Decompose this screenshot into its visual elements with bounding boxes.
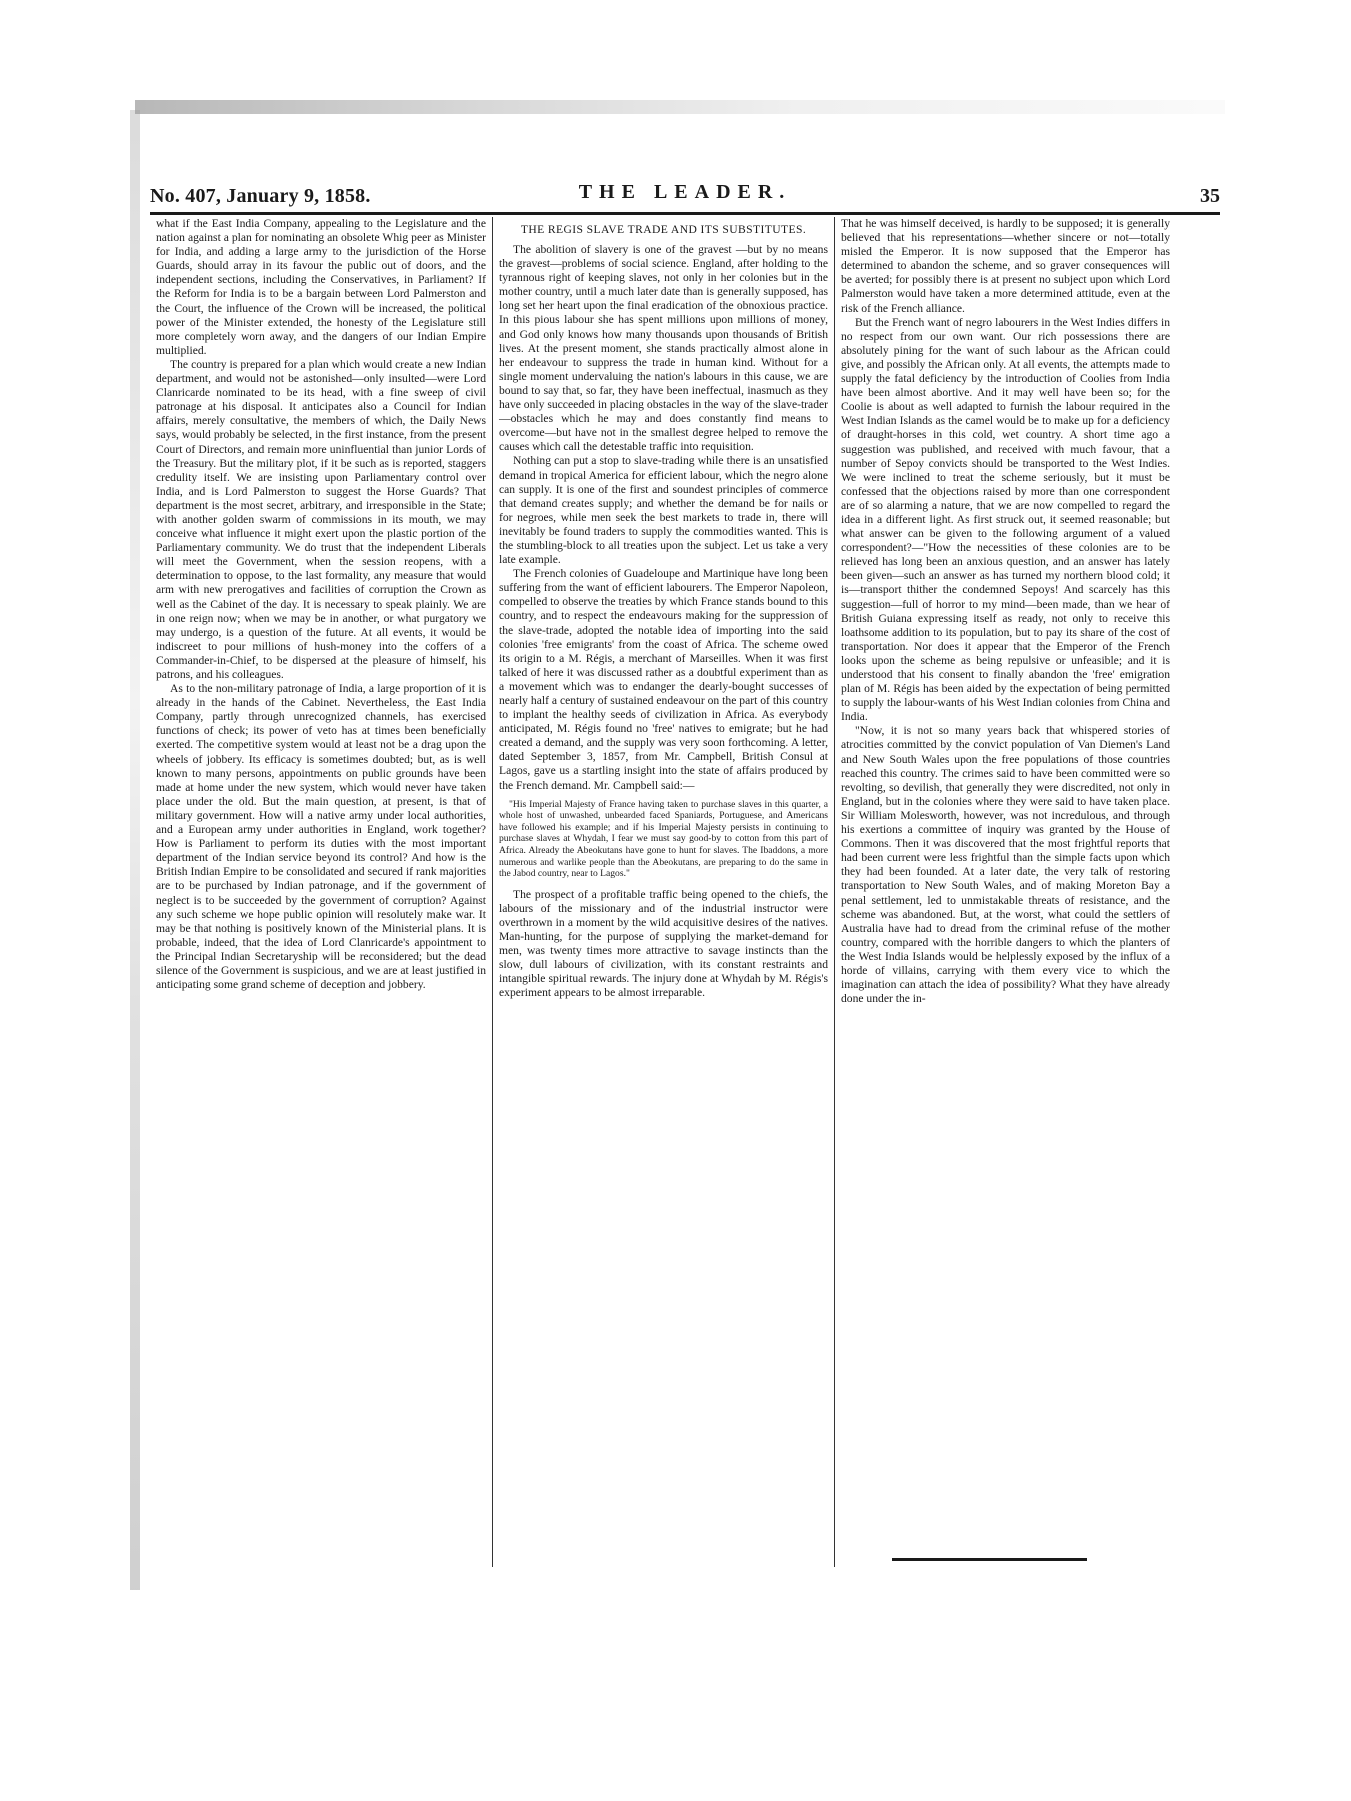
- masthead: [150, 170, 1220, 208]
- paragraph: what if the East India Company, appealing to the Legislature and the nation against a plan for nominating an obsolete Whig peer as Minister for India, and adding a large army to the jurisdiction of the Horse Guards, should array in its favour the public out of doors, and the independent sections, including the Conservatives, in Parliament? If the Reform for India is to be a bargain between Lord Palmerston and the Court, the influence of the Crown will be increased, the political power of the Minister extended, the honesty of the Legislature still more completely worn away, and the dangers of our Indian Empire multiplied.: [156, 217, 486, 357]
- paragraph: The prospect of a profitable traffic being opened to the chiefs, the labours of the missionary and of the industrial instructor were overthrown in a moment by the wild acquisitive desires of the natives. Man-hunting, for the purpose of supplying the market-demand for men, was twenty times more attractive to savage instincts than the slow, dull labours of civilization, with its constant restraints and intangible spiritual rewards. The injury done at Whydah by M. Régis's experiment appears to be almost irreparable.: [499, 887, 828, 1000]
- paragraph: The French colonies of Guadeloupe and Martinique have long been suffering from the want of efficient labourers. The Emperor Napoleon, compelled to observe the treaties by which France stands bound to this country, and to respect the endeavours making for the suppression of the slave-trade, adopted the notable idea of importing into the said colonies 'free emigrants' from the coast of Africa. The scheme owed its origin to a M. Régis, a merchant of Marseilles. When it was first talked of here it was discussed rather as a doubtful experiment than as a movement which was to endanger the dearly-bought successes of nearly half a century of sustained endeavour on the part of this country to implant the healthy seeds of civilization in Africa. As everybody anticipated, M. Régis found no 'free' natives to emigrate; but he had created a demand, and the supply was very soon forthcoming. A letter, dated September 3, 1857, from Mr. Campbell, British Consul at Lagos, gave us a startling insight into the state of affairs produced by the French demand. Mr. Campbell said:—: [499, 567, 828, 792]
- column-left: [150, 217, 492, 1567]
- paragraph: "Now, it is not so many years back that whispered stories of atrocities committed by the convict population of Van Diemen's Land and New South Wales upon the free populations of those countries reached this country. The crimes said to have been committed were so revolting, so devilish, that generally they were discredited, not only in England, but in the colonies where they were said to have taken place. Sir William Molesworth, however, was not incredulous, and through his exertions a committee of inquiry was granted by the House of Commons. Then it was discovered that the most frightful reports that had been current were less frightful than the simple facts upon which they had been founded. At a later date, the very talk of restoring transportation to New South Wales, and of making Moreton Bay a penal settlement, led to unmistakable threats of resistance, and the scheme was abandoned. But, at the worst, what could the settlers of Australia have had to dread from the criminal refuse of the mother country, compared with the horrible dangers to which the planters of the West India Islands would be helplessly exposed by the influx of a horde of villains, carrying with them every vice to which the imagination can attach the idea of possibility? What they have already done under the in-: [841, 724, 1170, 1006]
- column-right: [834, 217, 1176, 1567]
- scan-edge-top: [135, 100, 1225, 114]
- end-rule: [892, 1558, 1087, 1561]
- paragraph: The country is prepared for a plan which would create a new Indian department, and would not be astonished—only insulted—were Lord Clanricarde nominated to be its head, with a fine sweep of civil patronage at his disposal. It anticipates also a Council for Indian affairs, merely consultative, the members of which, the Daily News says, would probably be selected, in the first instance, from the present Court of Directors, and remain more uninfluential than junior Lords of the Treasury. But the military plot, if it be such as is reported, staggers credulity itself. We are insisting upon Parliamentary control over India, and is Lord Palmerston to suggest the Horse Guards? That department is the most secret, arbitrary, and irresponsible in the State; with another golden swarm of commissions in its mouth, we may conceive what influence it might exert upon the plastic portion of the Parliamentary community. We do trust that the independent Liberals will meet the Government, when the session reopens, with a determination to oppose, to the last formality, any measure that would arm with new prerogatives and facilities of corruption the Crown as well as the Cabinet of the day. It is necessary to speak plainly. We are in one reign now; when we may be in another, or what purgatory we may undergo, is a question of the future. At all events, it would be indiscreet to pour millions of hush-money into the coffers of a Commander-in-Chief, to be dispersed at the pleasure of himself, his patrons, and his colleagues.: [156, 357, 486, 681]
- article-headline: THE REGIS SLAVE TRADE AND ITS SUBSTITUTES.: [520, 223, 807, 236]
- masthead-rule: [150, 212, 1220, 215]
- publication-title: THE LEADER.: [578, 181, 792, 203]
- paragraph: The abolition of slavery is one of the gravest —but by no means the gravest—problems of social science. England, after holding to the tyrannous right of keeping slaves, not only in her colonies but in the mother country, until a much later date than is generally supposed, has long set her heart upon the final eradication of the obnoxious practice. In this pious labour she has spent millions upon millions of money, and God only knows how many thousands upon thousands of British lives. At the present moment, she stands practically almost alone in her endeavour to suppress the trade in human kind. Without for a single moment undervaluing the nation's labours in this cause, we are bound to say that, so far, they have been ineffectual, inasmuch as they have only succeeded in placing obstacles in the way of the slave-trader—obstacles which he may and does constantly find means to overcome—but have not in the smallest degree helped to remove the causes which call the detestable traffic into requisition.: [499, 243, 828, 454]
- paragraph: As to the non-military patronage of India, a large proportion of it is already in the hands of the Cabinet. Nevertheless, the East India Company, partly through unrecognized channels, has exercised functions of check; its power of veto has at times been beneficially exerted. The competitive system would at least not be a drag upon the wheels of jobbery. Its efficacy is sometimes doubted; but, as is well known to many persons, appointments on public grounds have been made at home under the new system, which would never have taken place under the old. But the main question, at present, is that of military government. How will a native army under local authorities, and a European army under authorities in England, work together? How is Parliament to perform its duties with the most important department of the Indian service beyond its control? And how is the British Indian Empire to be consolidated and secured if rank majorities are to be purchased by Indian patronage, and if the government of neglect is to be succeeded by the government of corruption? Against any such scheme we hope public opinion will resolutely make war. It may be that nothing is positively known of the Ministerial plans. It is probable, indeed, that the idea of Lord Clanricarde's appointment to the Principal Indian Secretaryship will be reconsidered; but the dead silence of the Government is suspicious, and we are at least justified in anticipating some grand scheme of deception and jobbery.: [156, 682, 486, 992]
- article-columns: [150, 217, 1220, 1567]
- paragraph: That he was himself deceived, is hardly to be supposed; it is generally believed that his representations—whether sincere or not—totally misled the Emperor. It is now supposed that the Emperor has determined to abandon the scheme, and so graver consequences will be averted; for possibly there is at present no subject upon which Lord Palmerston would have taken a more determined attitude, even at the risk of the French alliance.: [841, 217, 1170, 315]
- page-number: 35: [1200, 185, 1220, 207]
- paragraph: Nothing can put a stop to slave-trading while there is an unsatisfied demand in tropical America for efficient labour, which the negro alone can supply. It is one of the first and soundest principles of commerce that demand creates supply; and whether the demand be for nails or for negroes, while men seek the best markets to trade in, there will inevitably be found traders to supply the commodities wanted. This is the stumbling-block to all treaties upon the subject. Let us take a very late example.: [499, 454, 828, 567]
- scan-edge-left: [130, 110, 140, 1590]
- issue-date: No. 407, January 9, 1858.: [150, 185, 371, 207]
- column-middle: [492, 217, 834, 1567]
- paragraph: But the French want of negro labourers in the West Indies differs in no respect from our own want. Our rich possessions there are absolutely pining for the want of such labour as the African could give, and possibly the African only. At all events, the attempts made to supply the fatal deficiency by the introduction of Coolies from India have been almost abortive. And it may well have been so; for the Coolie is about as well adapted to furnish the labour required in the West Indian Islands as the camel would be to make up for a deficiency of draught-horses in this cold, wet country. A short time ago a suggestion was published, and received with much favour, that a number of Sepoy convicts should be transported to the West Indies. We were inclined to treat the scheme seriously, but it must be confessed that the objections raised by more than one correspondent are of so alarming a nature, that we are now compelled to regard the idea in a different light. As first struck out, it seemed reasonable; but what answer can be given to the following argument of a valued correspondent?—"How the necessities of these colonies are to be relieved has long been an anxious question, and an answer has lately been given—such an answer as has turned my northern blood cold; it is—transport thither the condemned Sepoys! And scarcely has this suggestion—full of horror to my mind—been made, than we hear of British Guiana expressing itself as ready, not only to receive this loathsome addition to its population, but to pay its share of the cost of transportation. Nor does it appear that the Emperor of the French looks upon the scheme as being repulsive or unfeasible; and it is understood that his consent to finally abandon the 'free' emigration plan of M. Régis has been aided by the expectation of being permitted to supply the labour-wants of his West Indian colonies from China and India.: [841, 315, 1170, 724]
- quote-text: "His Imperial Majesty of France having taken to purchase slaves in this quarter, a whole host of unwashed, unbearded faced Spaniards, Portuguese, and Americans have followed his example; and if his Imperial Majesty persists in continuing to purchase slaves at Whydah, I fear we must say good-by to cotton from this part of Africa. Already the Abeokutans have gone to hunt for slaves. The Ibaddons, a more numerous and warlike people than the Abeokutans, are preparing to do the same in the Jabod country, near to Lagos.": [499, 798, 828, 880]
- newspaper-page: [150, 170, 1220, 1560]
- block-quote: [499, 799, 828, 880]
